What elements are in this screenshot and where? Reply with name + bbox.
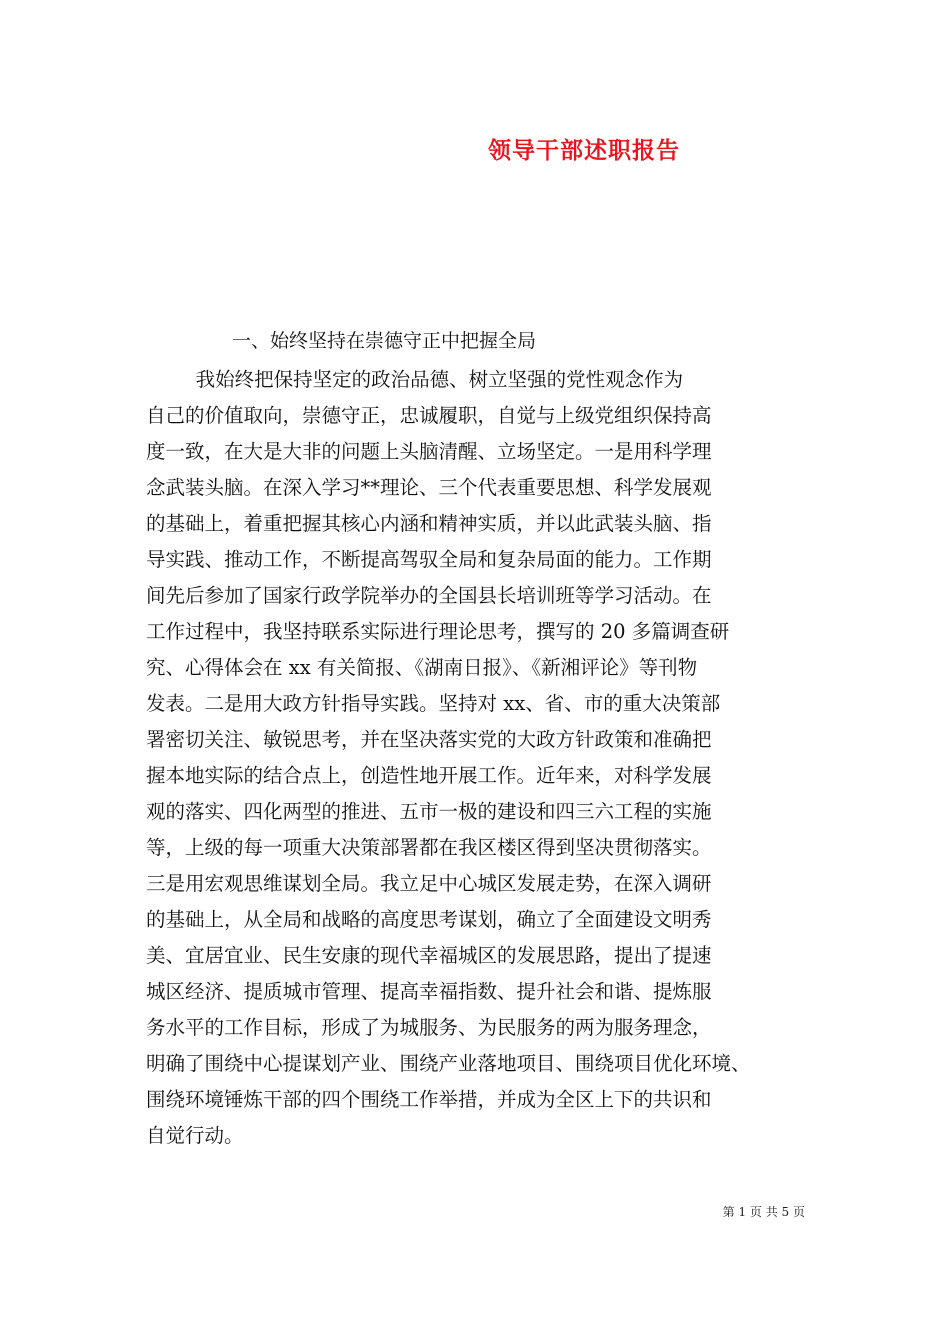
- body-line: 间先后参加了国家行政学院举办的全国县长培训班等学习活动。在: [146, 584, 712, 607]
- body-line: 自己的价值取向，崇德守正，忠诚履职，自觉与上级党组织保持高: [146, 404, 712, 427]
- body-line: 发表。二是用大政方针指导实践。坚持对 xx、省、市的重大决策部: [146, 692, 721, 715]
- section-heading: 一、始终坚持在崇德守正中把握全局: [232, 330, 537, 352]
- body-line: 究、心得体会在 xx 有关简报、《湖南日报》、《新湘评论》等刊物: [146, 656, 698, 679]
- body-line: 务水平的工作目标，形成了为城服务、为民服务的两为服务理念，: [146, 1016, 712, 1039]
- body-line: 观的落实、四化两型的推进、五市一极的建设和四三六工程的实施: [146, 800, 712, 823]
- body-line: 我始终把保持坚定的政治品德、树立坚强的党性观念作为: [146, 368, 684, 391]
- body-line: 等，上级的每一项重大决策部署都在我区楼区得到坚决贯彻落实。: [146, 836, 712, 859]
- body-line: 工作过程中，我坚持联系实际进行理论思考，撰写的 20 多篇调查研: [146, 620, 730, 643]
- body-line: 的基础上，着重把握其核心内涵和精神实质，并以此武装头脑、指: [146, 512, 712, 535]
- body-line: 署密切关注、敏锐思考，并在坚决落实党的大政方针政策和准确把: [146, 728, 712, 751]
- body-line: 度一致，在大是大非的问题上头脑清醒、立场坚定。一是用科学理: [146, 440, 712, 463]
- body-text: [146, 362, 846, 1154]
- body-line: 的基础上，从全局和战略的高度思考谋划，确立了全面建设文明秀: [146, 908, 712, 931]
- document-title: 领导干部述职报告: [488, 137, 680, 164]
- page-indicator: 第 1 页 共 5 页: [722, 1205, 805, 1219]
- body-line: 城区经济、提质城市管理、提高幸福指数、提升社会和谐、提炼服: [146, 980, 712, 1003]
- body-line: 美、宜居宜业、民生安康的现代幸福城区的发展思路，提出了提速: [146, 944, 712, 967]
- body-line: 围绕环境锤炼干部的四个围绕工作举措，并成为全区上下的共识和: [146, 1088, 712, 1111]
- body-line: 握本地实际的结合点上，创造性地开展工作。近年来，对科学发展: [146, 764, 712, 787]
- body-line: 自觉行动。: [146, 1124, 244, 1147]
- body-line: 念武装头脑。在深入学习**理论、三个代表重要思想、科学发展观: [146, 476, 712, 499]
- body-line: 三是用宏观思维谋划全局。我立足中心城区发展走势，在深入调研: [146, 872, 712, 895]
- body-line: 导实践、推动工作，不断提高驾驭全局和复杂局面的能力。工作期: [146, 548, 712, 571]
- body-line: 明确了围绕中心提谋划产业、围绕产业落地项目、围绕项目优化环境、: [146, 1052, 751, 1075]
